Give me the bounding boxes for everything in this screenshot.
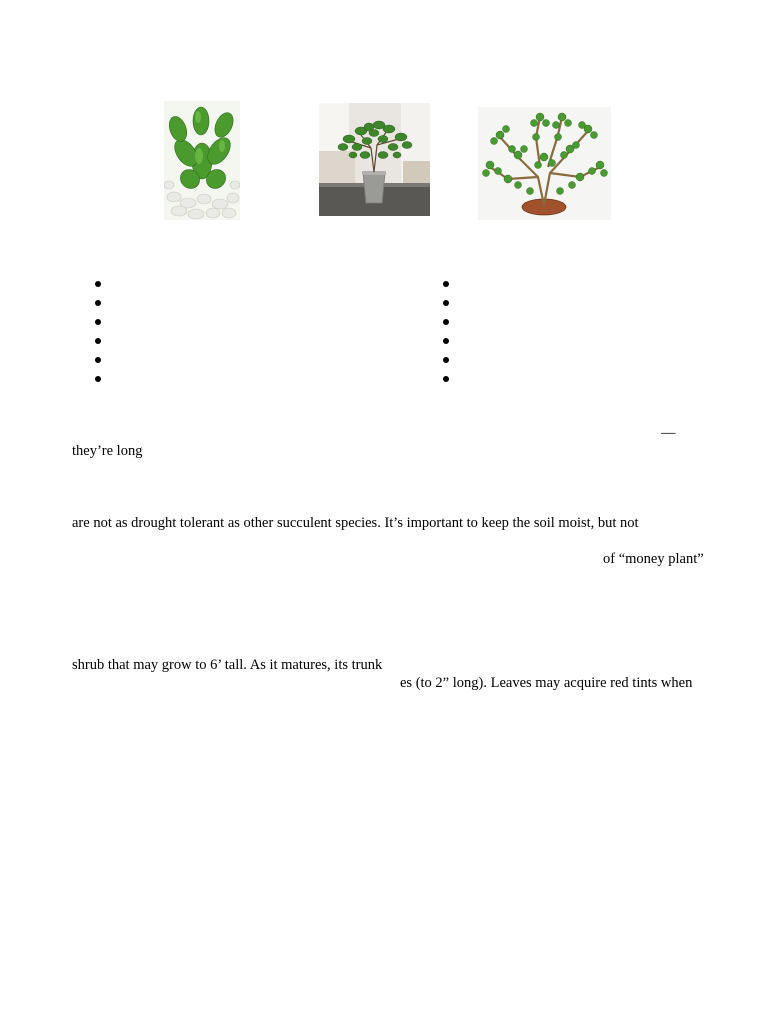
bullet-item — [95, 276, 105, 295]
bullet-item — [443, 333, 453, 352]
bullet-item — [95, 314, 105, 333]
text-line-theyre-long: they’re long — [72, 443, 143, 459]
text-line-money-plant: of “money plant” — [603, 551, 704, 567]
bullet-item — [95, 371, 105, 390]
bullet-list-left — [95, 276, 105, 390]
bullet-item — [443, 314, 453, 333]
bullet-item — [443, 371, 453, 390]
em-dash: — — [661, 425, 676, 441]
text-line-drought-tolerant: are not as drought tolerant as other succulent species. It’s important to keep the soil moist, but not — [72, 515, 639, 531]
bullet-item — [95, 333, 105, 352]
text-line-shrub-height: shrub that may grow to 6’ tall. As it matures, its trunk — [72, 657, 383, 673]
bullet-item — [95, 295, 105, 314]
jade-plant-terracotta-pot-photo — [478, 107, 611, 220]
bullet-item — [443, 276, 453, 295]
jade-plant-pebbles-photo — [164, 101, 240, 220]
bullet-item — [95, 352, 105, 371]
bullet-list-right — [443, 276, 453, 390]
text-line-leaves-red-tints: es (to 2” long). Leaves may acquire red tints when — [400, 675, 693, 691]
jade-plant-gray-pot-photo — [319, 103, 430, 216]
bullet-item — [443, 352, 453, 371]
bullet-item — [443, 295, 453, 314]
